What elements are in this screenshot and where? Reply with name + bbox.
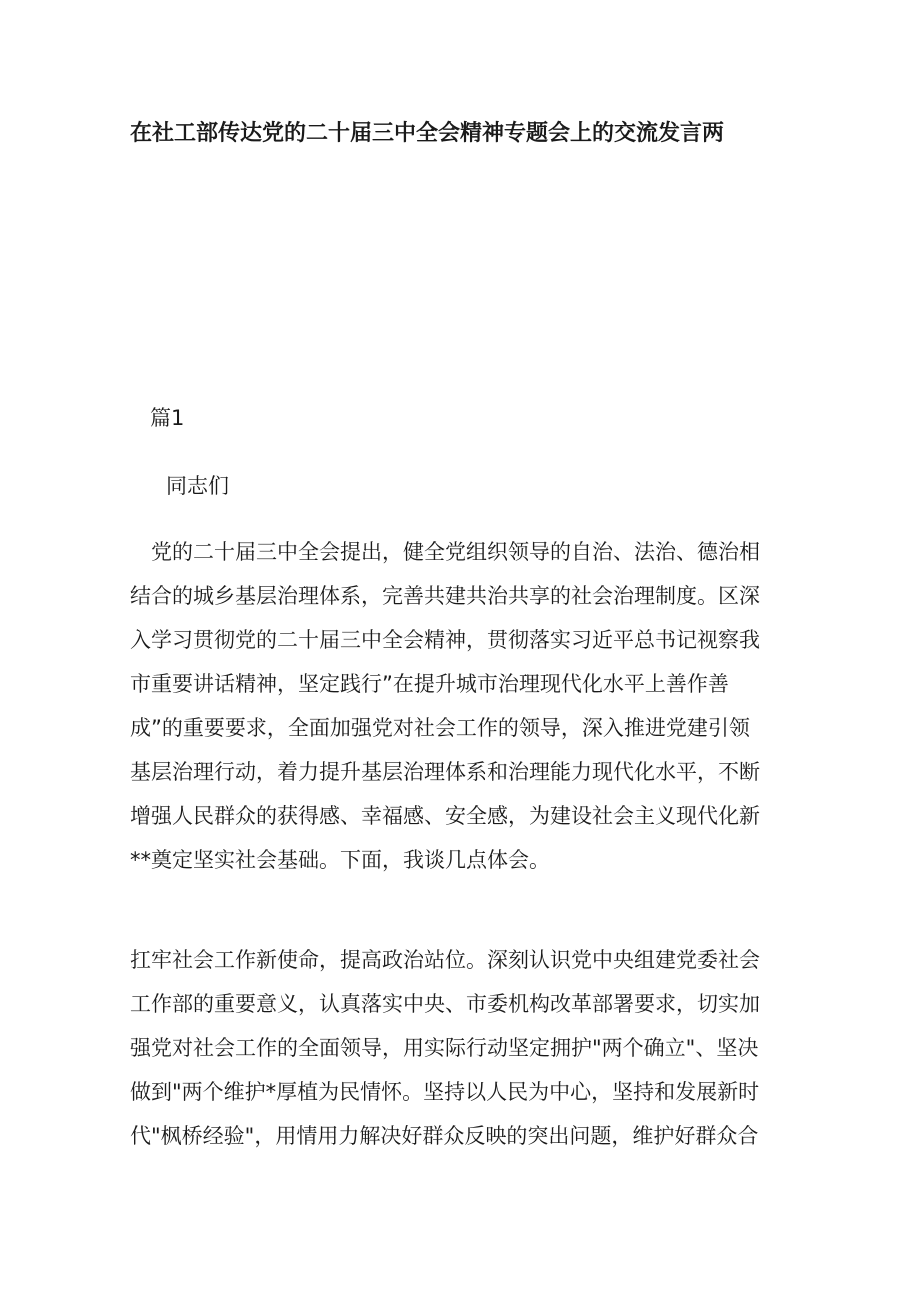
paragraph-line: 基层治理行动，着力提升基层治理体系和治理能力现代化水平，不断 bbox=[130, 760, 760, 784]
paragraph-line: 工作部的重要意义，认真落实中央、市委机构改革部署要求，切实加 bbox=[130, 992, 760, 1016]
paragraph-line: 代"枫桥经验"，用情用力解决好群众反映的突出问题，维护好群众合 bbox=[130, 1124, 759, 1148]
section-label: 篇1 bbox=[150, 406, 185, 430]
greeting: 同志们 bbox=[166, 474, 229, 498]
paragraph-line: **奠定坚实社会基础。下面，我谈几点体会。 bbox=[130, 848, 550, 872]
paragraph-line: 市重要讲话精神，坚定践行”在提升城市治理现代化水平上善作善 bbox=[130, 672, 729, 696]
paragraph-1 bbox=[130, 530, 790, 882]
paragraph-line: 扛牢社会工作新使命，提高政治站位。深刻认识党中央组建党委社会 bbox=[130, 948, 760, 972]
paragraph-line: 强党对社会工作的全面领导，用实际行动坚定拥护"两个确立"、坚决 bbox=[130, 1036, 759, 1060]
paragraph-line: 入学习贯彻党的二十届三中全会精神，贯彻落实习近平总书记视察我 bbox=[130, 628, 760, 652]
paragraph-line: 结合的城乡基层治理体系，完善共建共治共享的社会治理制度。区深 bbox=[130, 584, 760, 608]
paragraph-line: 党的二十届三中全会提出，健全党组织领导的自治、法治、德治相 bbox=[151, 540, 760, 564]
paragraph-line: 成”的重要要求，全面加强党对社会工作的领导，深入推进党建引领 bbox=[130, 716, 750, 740]
paragraph-line: 增强人民群众的获得感、幸福感、安全感，为建设社会主义现代化新 bbox=[130, 804, 760, 828]
document-title: 在社工部传达党的二十届三中全会精神专题会上的交流发言两 bbox=[130, 121, 725, 146]
paragraph-2 bbox=[130, 938, 790, 1158]
paragraph-line: 做到"两个维护*厚植为民情怀。坚持以人民为中心，坚持和发展新时 bbox=[130, 1080, 760, 1104]
